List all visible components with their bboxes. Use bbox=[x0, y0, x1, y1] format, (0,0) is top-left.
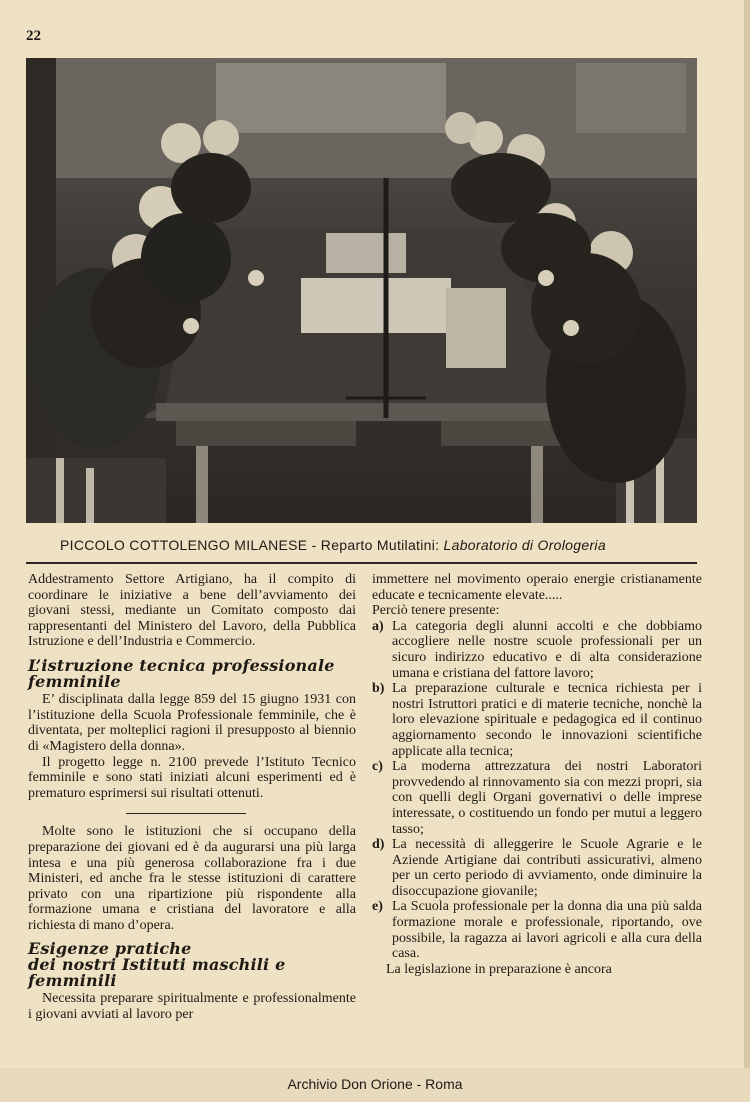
caption-separator: - bbox=[307, 537, 321, 553]
list-label: a) bbox=[372, 618, 384, 634]
paragraph: Il progetto legge n. 2100 prevede l’Istituto Tecnico femminile e sono stati iniziati alcuni esperimenti ed è prematuro esprimersi sui risultati ottenuti. bbox=[28, 754, 356, 801]
list-text: La preparazione culturale e tecnica richiesta per i nostri Istruttori pratici e di materie tecniche, nonchè la loro elevazione spirituale e pedagogica ed il continuo aggiornamento secondo le innovazioni scientifiche applicate alla tecnica; bbox=[392, 681, 702, 759]
page-number: 22 bbox=[26, 28, 41, 44]
caption-department: Reparto Mutilatini: bbox=[320, 537, 440, 553]
paragraph: immettere nel movimento operaio energie cristianamente educate e tecnicamente elevate..... bbox=[372, 572, 702, 603]
caption-institution: PICCOLO COTTOLENGO MILANESE bbox=[60, 537, 308, 553]
list-item bbox=[372, 681, 702, 759]
right-column bbox=[372, 572, 702, 977]
list-item bbox=[372, 759, 702, 837]
caption-divider bbox=[26, 562, 697, 564]
list-text: La necessità di alleggerire le Scuole Agrarie e le Aziende Artigiane dai contributi assicurativi, almeno per un certo periodo di avviamento, onde diminuire la disoccupazione giovanile; bbox=[392, 837, 702, 899]
list-item bbox=[372, 837, 702, 899]
section-heading-institutes: dei nostri Istituti maschili e femminili bbox=[28, 955, 286, 990]
section-divider bbox=[126, 813, 246, 814]
list-label: c) bbox=[372, 759, 383, 775]
left-column bbox=[28, 572, 356, 1022]
section-heading-female-education: L’istruzione tecnica professionale femminile bbox=[28, 655, 335, 691]
archive-footer: Archivio Don Orione - Roma bbox=[287, 1076, 463, 1092]
list-label: b) bbox=[372, 681, 385, 697]
list-item bbox=[372, 619, 702, 681]
paragraph: Addestramento Settore Artigiano, ha il compito di coordinare le iniziative a bene dell’avviamento dei giovani stessi, mediante un Comitato composto dai rappresentanti del Ministero del Lavoro, della Pubblica Istruzione e dell’Industria e Commercio. bbox=[28, 572, 356, 650]
paragraph: La legislazione in preparazione è ancora bbox=[386, 961, 612, 977]
list-item bbox=[372, 899, 702, 961]
list-label: e) bbox=[372, 899, 383, 915]
list-text: La Scuola professionale per la donna dia una più salda formazione morale e professionale, riportando, ove possibile, la ragazza ai lavori agricoli e alla cura della casa. bbox=[392, 899, 702, 962]
photograph-icon bbox=[26, 58, 697, 523]
list-intro: Perciò tenere presente: bbox=[372, 603, 500, 619]
paragraph: Necessita preparare spiritualmente e professionalmente i giovani avviati al lavoro per bbox=[28, 991, 356, 1022]
caption-laboratory: Laboratorio di Orologeria bbox=[443, 537, 606, 553]
workshop-photograph bbox=[26, 58, 697, 523]
paragraph: E’ disciplinata dalla legge 859 del 15 giugno 1931 con l’istituzione della Scuola Professionale femminile, che è diventata, per molteplici ragioni il presupposto al biennio di «Magistero della donna». bbox=[28, 692, 356, 754]
section-heading-practical-needs: Esigenze pratiche bbox=[28, 939, 192, 959]
paragraph: Molte sono le istituzioni che si occupano della preparazione dei giovani ed è da augurarsi una più larga intesa e una più generosa collaborazione fra i due Ministeri, ed anche fra le stesse istituzioni di carattere privato con una ripartizione più rispondente alla formazione umana e cristiana del lavoratore e alla richiesta di mano d’opera. bbox=[28, 824, 356, 933]
list-text: La categoria degli alunni accolti e che dobbiamo accogliere nelle nostre scuole professionali per un sicuro indirizzo educativo e di alta considerazione umana e cristiana del fattore lavoro; bbox=[392, 618, 702, 681]
photo-caption bbox=[60, 537, 700, 553]
list-text: La moderna attrezzatura dei nostri Laboratori provvedendo al rinnovamento sia con mezzi propri, sia con quelli degli Organi governativi o delle imprese interessate, o costituendo un fondo per mutui a leggero tasso; bbox=[392, 759, 702, 837]
page-edge bbox=[744, 0, 750, 1102]
list-label: d) bbox=[372, 837, 385, 853]
